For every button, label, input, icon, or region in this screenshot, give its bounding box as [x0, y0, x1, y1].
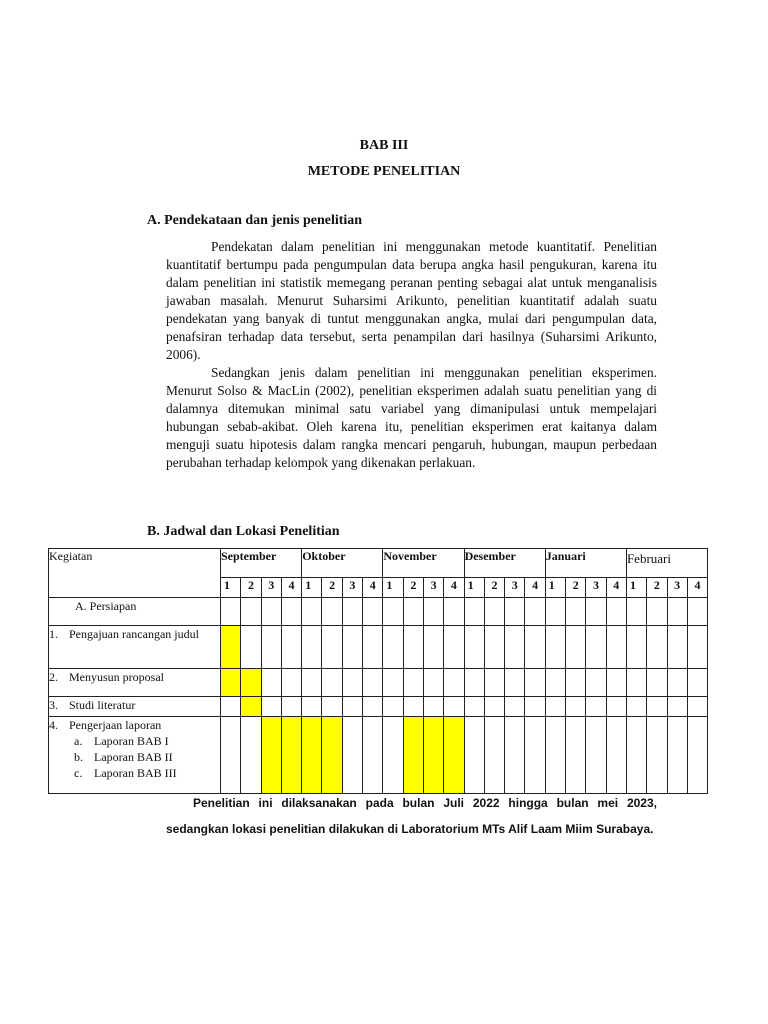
paragraph-1: Pendekatan dalam penelitian ini menggunakan metode kuantitatif. Penelitian kuantitatif bertumpu pada pengumpulan data berupa angka hasil pengukuran, karena itu dalam penelitian ini statistik memegang peranan penting sebagai alat untuk menganalisis jawaban masalah. Menurut Suharsimi Arikunto, penelitian kuantitatif adalah suatu pendekatan yang banyak di tuntut menggunakan angka, mulai dari pengumpulan data, penafsiran terhadap data tersebut, serta penampilan dari hasilnya (Suharsimi Arikunto, 2006). [166, 239, 657, 362]
sub-activity [49, 765, 220, 781]
schedule-cell [586, 697, 606, 717]
week-number: 3 [423, 578, 443, 598]
activity-row [49, 626, 708, 669]
schedule-cell [626, 697, 646, 717]
schedule-cell [383, 697, 403, 717]
week-number: 1 [626, 578, 646, 598]
schedule-cell [221, 717, 241, 794]
schedule-cell [464, 598, 484, 626]
schedule-cell [566, 697, 586, 717]
schedule-cell [626, 717, 646, 794]
week-number: 1 [464, 578, 484, 598]
schedule-cell [464, 669, 484, 697]
schedule-cell-filled [221, 626, 241, 669]
schedule-cell [484, 598, 504, 626]
schedule-cell [342, 697, 362, 717]
schedule-cell [423, 598, 443, 626]
kegiatan-header: Kegiatan [49, 549, 221, 598]
week-number: 2 [241, 578, 261, 598]
schedule-cell [505, 697, 525, 717]
week-number: 3 [505, 578, 525, 598]
week-number: 1 [221, 578, 241, 598]
schedule-cell [586, 626, 606, 669]
week-number: 1 [302, 578, 322, 598]
activity-cell [49, 598, 221, 626]
schedule-cell [444, 669, 464, 697]
schedule-cell [626, 626, 646, 669]
section-a-title: A. Pendekataan dan jenis penelitian [147, 213, 363, 228]
schedule-cell [423, 626, 443, 669]
schedule-cell [545, 669, 565, 697]
schedule-cell [647, 669, 667, 697]
schedule-cell [525, 598, 545, 626]
schedule-cell [545, 598, 565, 626]
schedule-cell [322, 697, 342, 717]
schedule-cell [687, 626, 707, 669]
schedule-cell [606, 717, 626, 794]
schedule-cell [241, 626, 261, 669]
activity-label: Studi literatur [69, 698, 136, 712]
activity-row [49, 697, 708, 717]
schedule-cell [322, 598, 342, 626]
month-header: Februari [626, 549, 707, 578]
paragraph-2: Sedangkan jenis dalam penelitian ini menggunakan penelitian eksperimen. Menurut Solso & MacLin (2002), penelitian eksperimen adalah suatu penelitian yang di dalamnya ditemukan minimal satu variabel yang dimanipulasi untuk mempelajari hubungan sebab-akibat. Oleh karena itu, penelitian eksperimen erat kaitanya dalam menguji suatu hipotesis dalam rangka mencari pengaruh, hubungan, maupun perbedaan perubahan terhadap kelompok yang dikenakan perlakuan. [166, 365, 657, 470]
footnote-line-2: sedangkan lokasi penelitian dilakukan di Laboratorium MTs Alif Laam Miim Surabaya. [166, 822, 654, 836]
footnote-line-1: Penelitian ini dilaksanakan pada bulan Juli 2022 hingga bulan mei 2023, [193, 796, 657, 810]
schedule-cell-filled [423, 717, 443, 794]
week-number: 3 [342, 578, 362, 598]
sub-activity [49, 749, 220, 765]
schedule-cell [647, 626, 667, 669]
schedule-cell [403, 598, 423, 626]
activity-label: Pengerjaan laporan [69, 718, 162, 732]
schedule-cell [647, 697, 667, 717]
activity-cell [49, 697, 221, 717]
schedule-cell [403, 697, 423, 717]
schedule-cell [606, 626, 626, 669]
sub-activity-letter: a. [74, 734, 83, 748]
week-number: 1 [545, 578, 565, 598]
schedule-cell [667, 598, 687, 626]
schedule-cell [566, 669, 586, 697]
schedule-cell [342, 717, 362, 794]
schedule-cell-filled [241, 669, 261, 697]
schedule-cell [606, 697, 626, 717]
week-number: 3 [261, 578, 281, 598]
schedule-cell [342, 598, 362, 626]
schedule-cell [525, 669, 545, 697]
schedule-cell [281, 598, 301, 626]
schedule-cell-filled [444, 717, 464, 794]
sub-activity-letter: c. [74, 766, 83, 780]
schedule-cell [464, 697, 484, 717]
month-header: Januari [545, 549, 626, 578]
week-number: 4 [444, 578, 464, 598]
schedule-cell [484, 626, 504, 669]
chapter-label: BAB III [359, 138, 409, 153]
schedule-cell [383, 717, 403, 794]
schedule-cell [383, 598, 403, 626]
schedule-cell-filled [302, 717, 322, 794]
schedule-cell [647, 717, 667, 794]
chapter-title: METODE PENELITIAN [307, 164, 461, 179]
activity-label: Pengajuan rancangan judul [69, 627, 199, 641]
schedule-cell [505, 669, 525, 697]
schedule-cell [464, 626, 484, 669]
schedule-cell [241, 717, 261, 794]
schedule-cell [525, 697, 545, 717]
schedule-cell [505, 626, 525, 669]
schedule-cell [505, 717, 525, 794]
schedule-cell [566, 717, 586, 794]
week-number: 4 [281, 578, 301, 598]
schedule-cell-filled [322, 717, 342, 794]
activity-cell [49, 669, 221, 697]
schedule-cell [302, 626, 322, 669]
month-header: November [383, 549, 464, 578]
schedule-cell [606, 598, 626, 626]
month-header: Oktober [302, 549, 383, 578]
schedule-cell [566, 598, 586, 626]
schedule-cell [667, 717, 687, 794]
schedule-cell [484, 697, 504, 717]
activity-number: 1. [49, 627, 58, 641]
schedule-cell [647, 598, 667, 626]
schedule-cell [383, 626, 403, 669]
week-number: 3 [667, 578, 687, 598]
schedule-cell [363, 697, 383, 717]
schedule-cell-filled [221, 669, 241, 697]
schedule-cell [667, 669, 687, 697]
schedule-cell [444, 626, 464, 669]
schedule-cell [525, 717, 545, 794]
schedule-cell [464, 717, 484, 794]
schedule-cell [302, 669, 322, 697]
schedule-cell-filled [261, 717, 281, 794]
schedule-cell [525, 626, 545, 669]
schedule-cell [687, 717, 707, 794]
week-number: 3 [586, 578, 606, 598]
schedule-cell [261, 669, 281, 697]
schedule-cell [545, 626, 565, 669]
schedule-cell [626, 598, 646, 626]
schedule-table [48, 548, 708, 794]
activity-number: 2. [49, 670, 58, 684]
schedule-cell [281, 669, 301, 697]
schedule-cell [545, 717, 565, 794]
schedule-cell [667, 626, 687, 669]
schedule-cell [444, 697, 464, 717]
week-number: 4 [525, 578, 545, 598]
schedule-cell [221, 598, 241, 626]
schedule-cell [687, 598, 707, 626]
week-number: 2 [566, 578, 586, 598]
month-header: September [221, 549, 302, 578]
week-number: 4 [687, 578, 707, 598]
schedule-cell [261, 598, 281, 626]
week-number: 2 [484, 578, 504, 598]
schedule-cell [363, 717, 383, 794]
schedule-cell [444, 598, 464, 626]
sub-activity-text: Laporan BAB III [94, 766, 177, 780]
schedule-cell [363, 626, 383, 669]
schedule-cell [322, 626, 342, 669]
schedule-cell [281, 697, 301, 717]
week-number: 2 [403, 578, 423, 598]
schedule-cell [403, 626, 423, 669]
activity-cell [49, 626, 221, 669]
schedule-cell [484, 717, 504, 794]
schedule-cell [626, 669, 646, 697]
activity-row [49, 669, 708, 697]
week-number: 4 [606, 578, 626, 598]
schedule-cell [261, 697, 281, 717]
activity-number: 3. [49, 698, 58, 712]
schedule-cell [687, 697, 707, 717]
schedule-cell [363, 598, 383, 626]
schedule-cell [342, 669, 362, 697]
schedule-cell [281, 626, 301, 669]
week-number: 1 [383, 578, 403, 598]
week-number: 2 [322, 578, 342, 598]
sub-activity-letter: b. [74, 750, 83, 764]
schedule-cell [423, 669, 443, 697]
sub-activity [49, 733, 220, 749]
schedule-cell [221, 697, 241, 717]
schedule-cell [322, 669, 342, 697]
schedule-cell [606, 669, 626, 697]
schedule-cell-filled [241, 697, 261, 717]
schedule-cell [241, 598, 261, 626]
schedule-cell [484, 669, 504, 697]
schedule-cell [363, 669, 383, 697]
schedule-cell [566, 626, 586, 669]
activity-row [49, 717, 708, 794]
schedule-cell [545, 697, 565, 717]
schedule-cell [403, 669, 423, 697]
schedule-cell [586, 717, 606, 794]
schedule-cell [423, 697, 443, 717]
schedule-cell-filled [281, 717, 301, 794]
schedule-cell [586, 598, 606, 626]
schedule-cell [505, 598, 525, 626]
schedule-cell-filled [403, 717, 423, 794]
month-header: Desember [464, 549, 545, 578]
section-a-body [166, 238, 657, 472]
schedule-cell [383, 669, 403, 697]
week-number: 2 [647, 578, 667, 598]
schedule-cell [302, 697, 322, 717]
week-number: 4 [363, 578, 383, 598]
activity-number: 4. [49, 718, 58, 732]
section-b-title: B. Jadwal dan Lokasi Penelitian [147, 524, 340, 539]
activity-row [49, 598, 708, 626]
schedule-cell [586, 669, 606, 697]
activity-cell [49, 717, 221, 794]
schedule-cell [261, 626, 281, 669]
activity-label: A. Persiapan [75, 599, 137, 613]
schedule-cell [302, 598, 322, 626]
sub-activity-text: Laporan BAB II [94, 750, 173, 764]
sub-activity-text: Laporan BAB I [94, 734, 169, 748]
schedule-cell [667, 697, 687, 717]
activity-label: Menyusun proposal [69, 670, 164, 684]
schedule-cell [342, 626, 362, 669]
schedule-cell [687, 669, 707, 697]
